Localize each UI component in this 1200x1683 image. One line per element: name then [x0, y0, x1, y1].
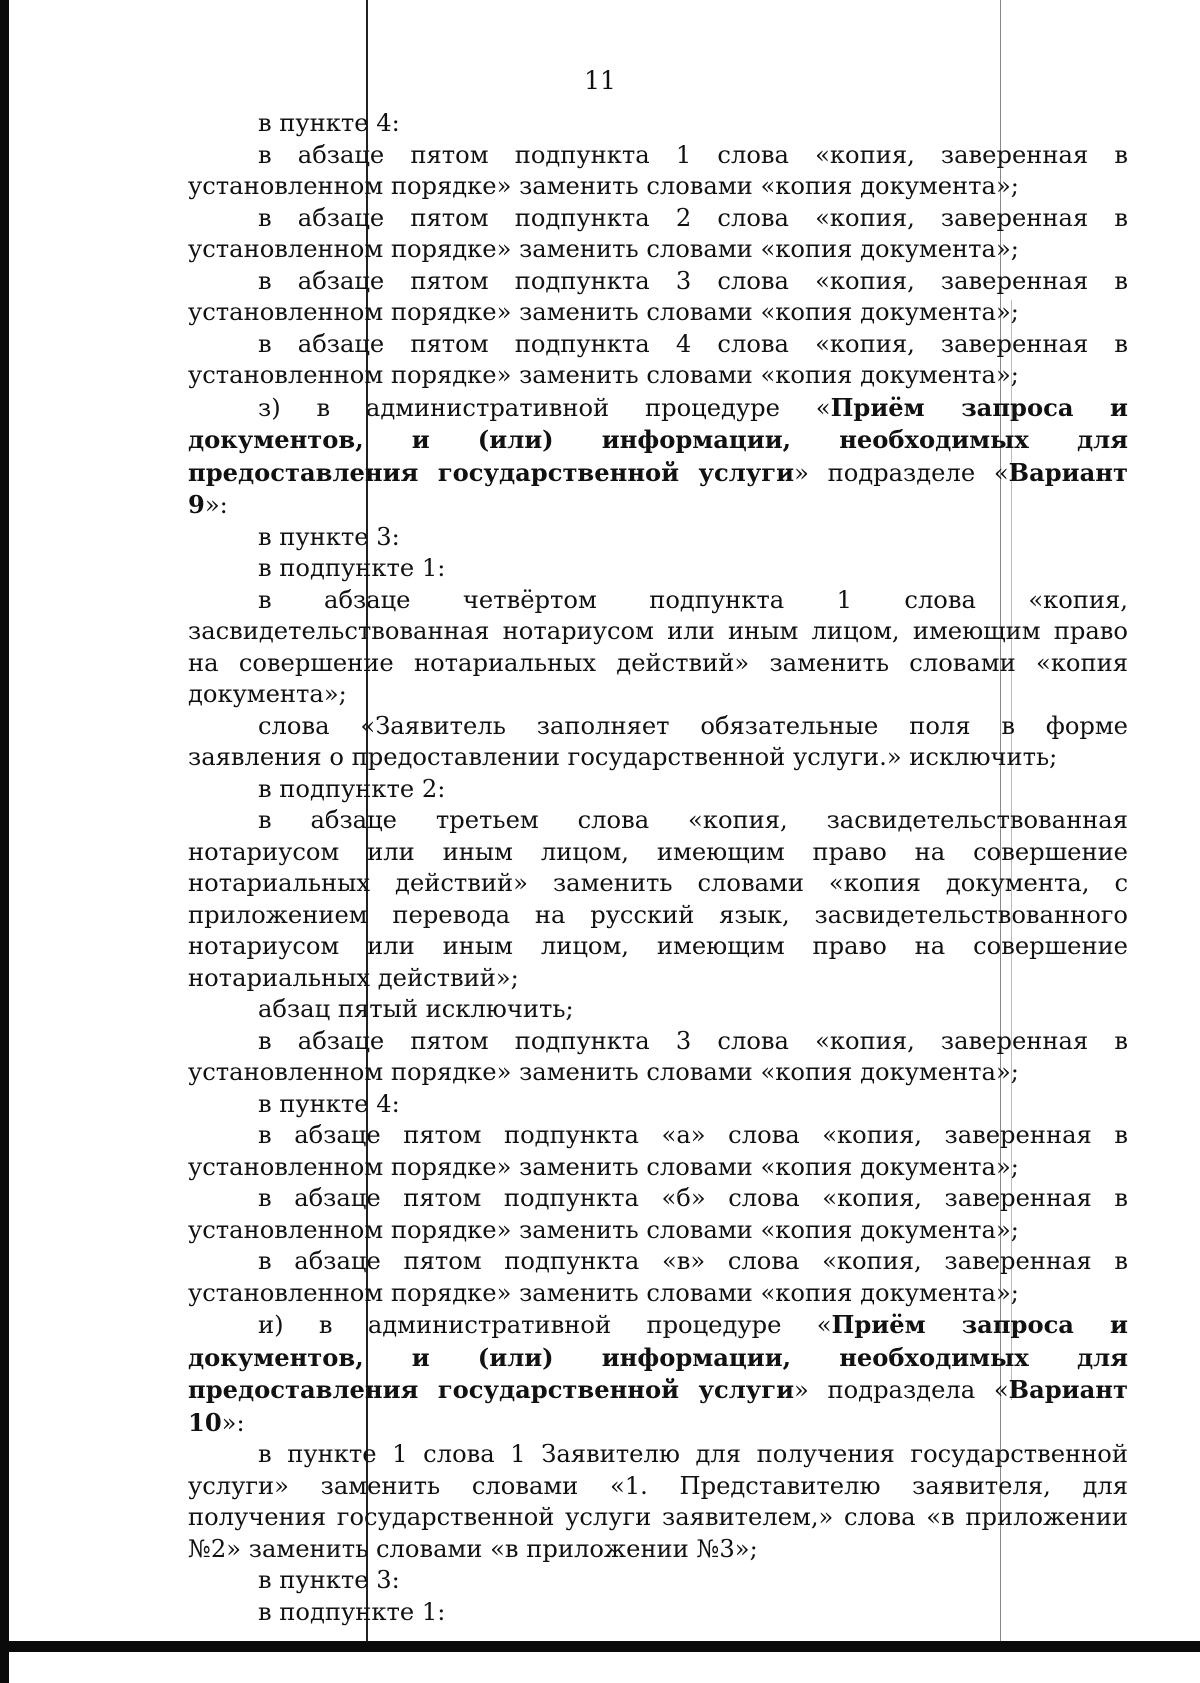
paragraph-1	[188, 108, 1128, 140]
paragraph-text: в пункте 4:	[258, 1089, 400, 1118]
paragraph-text: в пункте 3:	[258, 522, 400, 551]
paragraph-text: в пункте 1 слова 1 Заявителю для получения государственной услуги» заменить словами «1. Представителю заявителя, для получения государственной услуги заявителем,» слова «в приложении №2» заменить словами «в приложении №3»;	[188, 1440, 1128, 1563]
paragraph-text: в абзаце пятом подпункта «б» слова «копия, заверенная в установленном порядке» заменить словами «копия документа»;	[188, 1184, 1128, 1244]
paragraph-text: слова «Заявитель заполняет обязательные поля в форме заявления о предоставлении государственной услуги.» исключить;	[188, 711, 1128, 771]
paragraph-text: в пункте 4:	[258, 109, 400, 137]
paragraph-10	[188, 711, 1128, 774]
paragraph-6	[188, 392, 1128, 522]
paragraph-text: в абзаце пятом подпункта 1 слова «копия, заверенная в установленном порядке» заменить словами «копия документа»;	[188, 140, 1128, 200]
paragraph-text: в подпункте 1:	[258, 554, 446, 582]
paragraph-21	[188, 1565, 1128, 1597]
scan-bottom-border	[9, 1641, 1200, 1652]
paragraph-8	[188, 553, 1128, 585]
paragraph-text: абзац пятый исключить;	[258, 995, 574, 1023]
paragraph-22	[188, 1597, 1128, 1629]
page-number: 11	[584, 66, 616, 95]
paragraph-text: в абзаце пятом подпункта «в» слова «копия, заверенная в установленном порядке» заменить словами «копия документа»;	[188, 1247, 1128, 1307]
paragraph-text: » подраздела «	[794, 1376, 1009, 1404]
paragraph-text: з) в административной процедуре «	[258, 393, 831, 422]
paragraph-19	[188, 1309, 1128, 1439]
paragraph-text: »:	[221, 1408, 245, 1437]
variant-title: Вариант 10	[188, 1375, 1128, 1437]
paragraph-5	[188, 329, 1128, 392]
paragraph-2	[188, 140, 1128, 203]
paragraph-text: » подразделе «	[794, 458, 1009, 487]
paragraph-14	[188, 1026, 1128, 1089]
paragraph-17	[188, 1183, 1128, 1246]
paragraph-7	[188, 522, 1128, 554]
paragraph-text: в абзаце третьем слова «копия, засвидетельствованная нотариусом или иным лицом, имеющим право на совершение нотариальных действий» заменить словами «копия документа, с приложением перевода на русский язык, засвидетельствованного нотариусом или иным лицом, имеющим право на совершение нотариальных действий»;	[188, 806, 1128, 992]
paragraph-18	[188, 1246, 1128, 1309]
document-body	[188, 108, 1128, 1628]
paragraph-15	[188, 1089, 1128, 1121]
paragraph-20	[188, 1439, 1128, 1565]
paragraph-4	[188, 266, 1128, 329]
paragraph-11	[188, 774, 1128, 806]
paragraph-text: в абзаце пятом подпункта 3 слова «копия, заверенная в установленном порядке» заменить словами «копия документа»;	[188, 1026, 1128, 1086]
paragraph-text: в абзаце пятом подпункта 4 слова «копия, заверенная в установленном порядке» заменить словами «копия документа»;	[188, 329, 1128, 389]
paragraph-9	[188, 585, 1128, 711]
procedure-title: Приём запроса и документов, и (или) информации, необходимых для предоставления государственной услуги	[188, 392, 1128, 487]
scan-left-border	[0, 0, 9, 1683]
paragraph-text: в абзаце пятом подпункта 3 слова «копия, заверенная в установленном порядке» заменить словами «копия документа»;	[188, 266, 1128, 326]
paragraph-text: в подпункте 1:	[258, 1597, 446, 1626]
procedure-title: Приём запроса и документов, и (или) информации, необходимых для предоставления государственной услуги	[188, 1310, 1128, 1404]
paragraph-13	[188, 994, 1128, 1026]
paragraph-text: и) в административной процедуре «	[258, 1311, 832, 1339]
variant-title: Вариант 9	[188, 457, 1128, 519]
paragraph-text: в подпункте 2:	[258, 774, 446, 803]
paragraph-text: в абзаце пятом подпункта «а» слова «копия, заверенная в установленном порядке» заменить словами «копия документа»;	[188, 1121, 1128, 1181]
paragraph-3	[188, 203, 1128, 266]
paragraph-16	[188, 1120, 1128, 1183]
paragraph-text: в пункте 3:	[258, 1566, 400, 1594]
paragraph-12	[188, 805, 1128, 994]
paragraph-text: в абзаце четвёртом подпункта 1 слова «копия, засвидетельствованная нотариусом или иным лицом, имеющим право на совершение нотариальных действий» заменить словами «копия документа»;	[188, 585, 1128, 708]
paragraph-text: в абзаце пятом подпункта 2 слова «копия, заверенная в установленном порядке» заменить словами «копия документа»;	[188, 203, 1128, 263]
paragraph-text: »:	[204, 491, 228, 519]
